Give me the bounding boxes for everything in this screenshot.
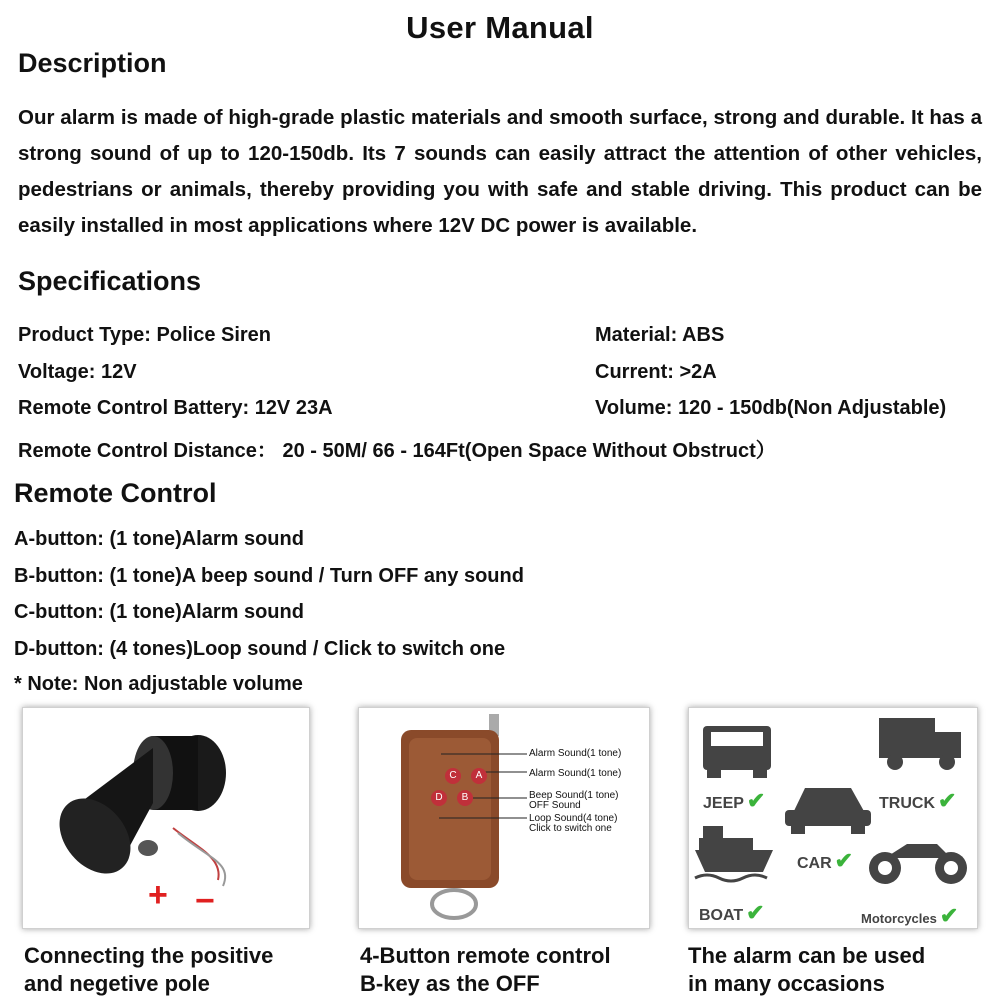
rc-d-button: D-button: (4 tones)Loop sound / Click to switch one bbox=[14, 638, 506, 660]
description-text: Our alarm is made of high-grade plastic materials and smooth surface, strong and durable. It has a strong sound of up to 120-150db. Its 7 sounds can easily attract the attention of other vehicles, pedestrians or animals, thereby providing you with safe and stable driving. This product can be easily installed in most applications where 12V DC power is available. bbox=[18, 106, 982, 237]
car-icon bbox=[785, 788, 871, 834]
rc-b-button: B-button: (1 tone)A beep sound / Turn OFF any sound bbox=[14, 565, 524, 587]
callout-alarm-2: Alarm Sound(1 tone) bbox=[529, 768, 622, 779]
check-icon: ✔ bbox=[746, 900, 765, 925]
spec-battery: Remote Control Battery: 12V 23A bbox=[18, 397, 333, 419]
remote-panel bbox=[358, 707, 650, 929]
label-truck: TRUCK ✔ bbox=[879, 788, 957, 813]
page-title: User Manual bbox=[406, 10, 594, 45]
spec-distance: Remote Control Distance： 20 - 50M/ 66 - 164Ft(Open Space Without Obstruct） bbox=[18, 440, 776, 462]
label-boat: BOAT ✔ bbox=[699, 900, 765, 925]
callout-beep: Beep Sound(1 tone) bbox=[529, 790, 619, 801]
spec-product-type: Product Type: Police Siren bbox=[18, 324, 272, 346]
vehicles-panel bbox=[688, 707, 978, 929]
check-icon: ✔ bbox=[834, 848, 854, 873]
callout-loop: Loop Sound(4 tone) bbox=[529, 813, 618, 824]
callout-switch: Click to switch one bbox=[529, 823, 612, 834]
label-jeep: JEEP ✔ bbox=[703, 788, 766, 813]
vehicles-caption: The alarm can be used in many occasions bbox=[688, 943, 926, 996]
negative-sign: − bbox=[195, 882, 215, 920]
rc-c-button: C-button: (1 tone)Alarm sound bbox=[14, 601, 304, 623]
spec-voltage: Voltage: 12V bbox=[18, 361, 137, 383]
label-motorcycles: Motorcycles ✔ bbox=[861, 903, 959, 928]
callout-off: OFF Sound bbox=[529, 800, 581, 811]
remote-control-heading: Remote Control bbox=[14, 478, 217, 508]
callout-alarm-1: Alarm Sound(1 tone) bbox=[529, 748, 622, 759]
remote-key-b: B bbox=[457, 790, 473, 806]
spec-material: Material: ABS bbox=[595, 324, 725, 346]
specifications-heading: Specifications bbox=[18, 266, 202, 296]
remote-key-d: D bbox=[431, 790, 447, 806]
siren-panel bbox=[22, 707, 310, 929]
description-heading: Description bbox=[18, 48, 167, 78]
check-icon: ✔ bbox=[746, 788, 766, 813]
boat-icon bbox=[695, 826, 773, 881]
rc-note: * Note: Non adjustable volume bbox=[14, 673, 303, 695]
jeep-icon bbox=[703, 726, 771, 778]
siren-caption: Connecting the positive and negetive pole bbox=[24, 943, 274, 996]
remote-key-c: C bbox=[445, 768, 461, 784]
motorcycle-icon bbox=[869, 844, 967, 884]
truck-icon bbox=[879, 718, 961, 770]
check-icon: ✔ bbox=[938, 788, 957, 813]
positive-sign: + bbox=[148, 876, 168, 914]
rc-a-button: A-button: (1 tone)Alarm sound bbox=[14, 528, 304, 550]
vehicles-illustration bbox=[689, 708, 977, 928]
check-icon: ✔ bbox=[939, 903, 959, 928]
remote-caption: 4-Button remote control B-key as the OFF bbox=[360, 943, 611, 996]
remote-key-a: A bbox=[471, 768, 487, 784]
spec-volume: Volume: 120 - 150db(Non Adjustable) bbox=[595, 397, 947, 419]
spec-current: Current: >2A bbox=[595, 361, 717, 383]
label-car: CAR ✔ bbox=[797, 848, 854, 873]
